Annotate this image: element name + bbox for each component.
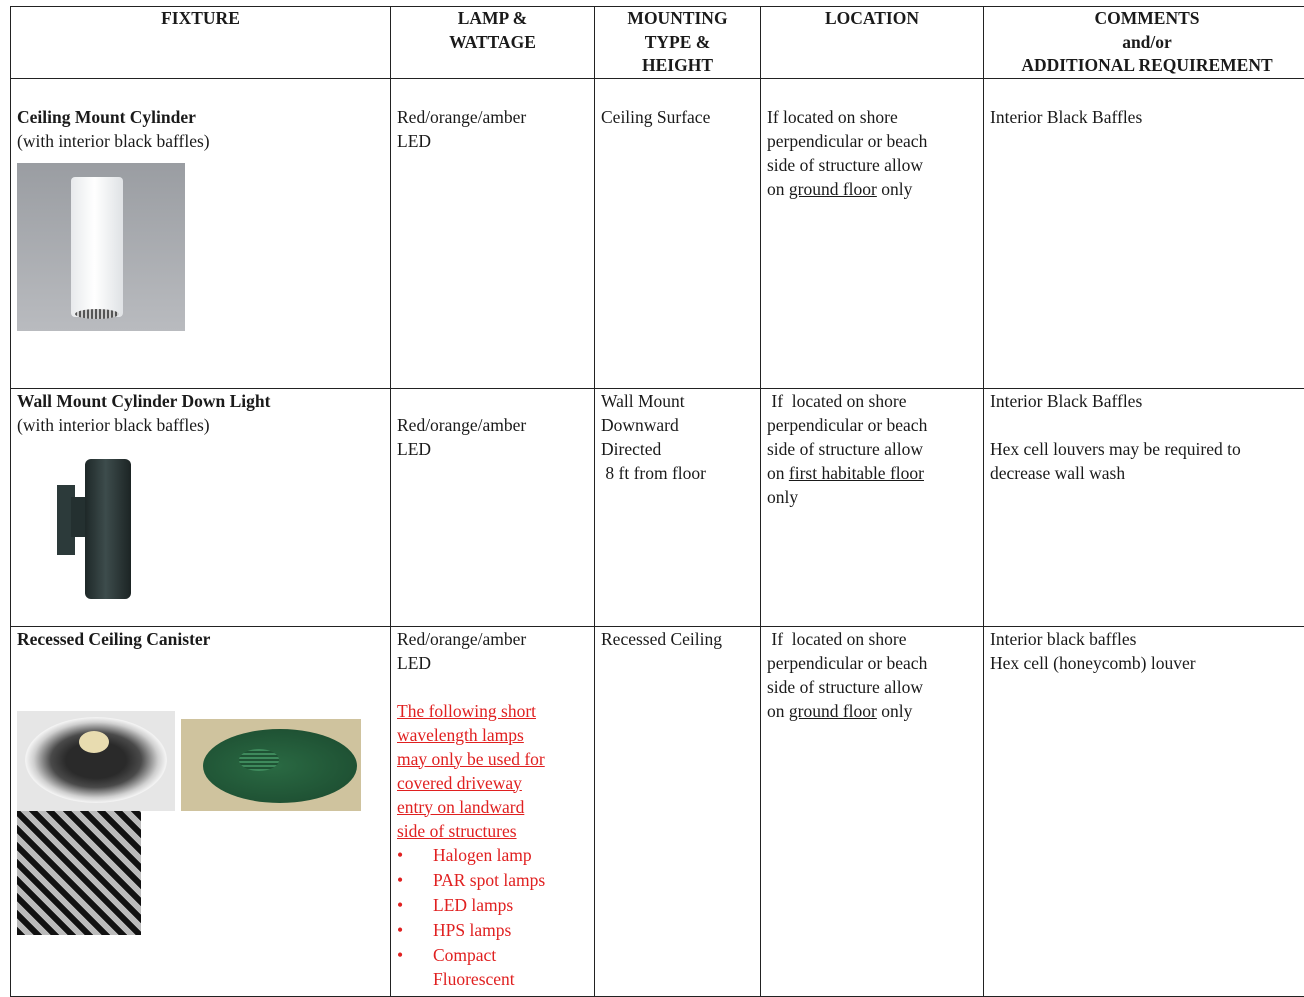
fixture-title: Recessed Ceiling Canister: [17, 627, 384, 651]
fixture-title: Ceiling Mount Cylinder: [17, 105, 384, 129]
table-row: [11, 388, 1304, 626]
recessed-canister-images: [17, 711, 384, 937]
fixture-subtitle: (with interior black baffles): [17, 413, 384, 437]
header-mounting: MOUNTING TYPE & HEIGHT: [595, 7, 761, 79]
fixture-cell: [11, 388, 391, 626]
list-item: • LED lamps: [433, 893, 588, 918]
wall-cylinder-image: [17, 451, 384, 601]
mounting-cell: Recessed Ceiling: [595, 626, 761, 996]
list-item: • PAR spot lamps: [433, 868, 588, 893]
fixture-subtitle: (with interior black baffles): [17, 129, 384, 153]
comments-cell: Interior Black Baffles: [984, 78, 1304, 388]
list-item: • Halogen lamp: [433, 843, 588, 868]
lamp-cell: Red/orange/amber LED The following short wavelength lamps may only be used for covered driveway entry on landward side of structures • Halogen lamp • PAR spot lamps • LED lamps • HPS lamps • Compact Fluorescent: [391, 626, 595, 996]
table-row: [11, 626, 1304, 996]
fixture-cell: [11, 78, 391, 388]
header-row: [11, 7, 1304, 79]
fixture-table: [10, 6, 1304, 997]
comments-cell: Interior black baffles Hex cell (honeycomb) louver: [984, 626, 1304, 996]
location-cell: If located on shore perpendicular or beach side of structure allow on first habitable floor only: [761, 388, 984, 626]
header-location: LOCATION: [761, 7, 984, 79]
header-comments: COMMENTS and/or ADDITIONAL REQUIREMENT: [984, 7, 1304, 79]
location-cell: If located on shore perpendicular or beach side of structure allow on ground floor only: [761, 78, 984, 388]
fixture-title: Wall Mount Cylinder Down Light: [17, 389, 384, 413]
list-item: • HPS lamps: [433, 918, 588, 943]
list-item: • Compact: [433, 943, 588, 968]
fixture-cell: [11, 626, 391, 996]
ceiling-cylinder-image: [17, 163, 384, 333]
location-cell: If located on shore perpendicular or beach side of structure allow on ground floor only: [761, 626, 984, 996]
header-lamp: LAMP & WATTAGE: [391, 7, 595, 79]
table-row: [11, 78, 1304, 388]
lamp-list: [397, 843, 588, 968]
lamp-cell: Red/orange/amber LED: [391, 388, 595, 626]
header-fixture: FIXTURE: [11, 7, 391, 79]
mounting-cell: Wall Mount Downward Directed 8 ft from floor: [595, 388, 761, 626]
mounting-cell: Ceiling Surface: [595, 78, 761, 388]
comments-cell: Interior Black Baffles Hex cell louvers may be required to decrease wall wash: [984, 388, 1304, 626]
lamp-cell: Red/orange/amber LED: [391, 78, 595, 388]
